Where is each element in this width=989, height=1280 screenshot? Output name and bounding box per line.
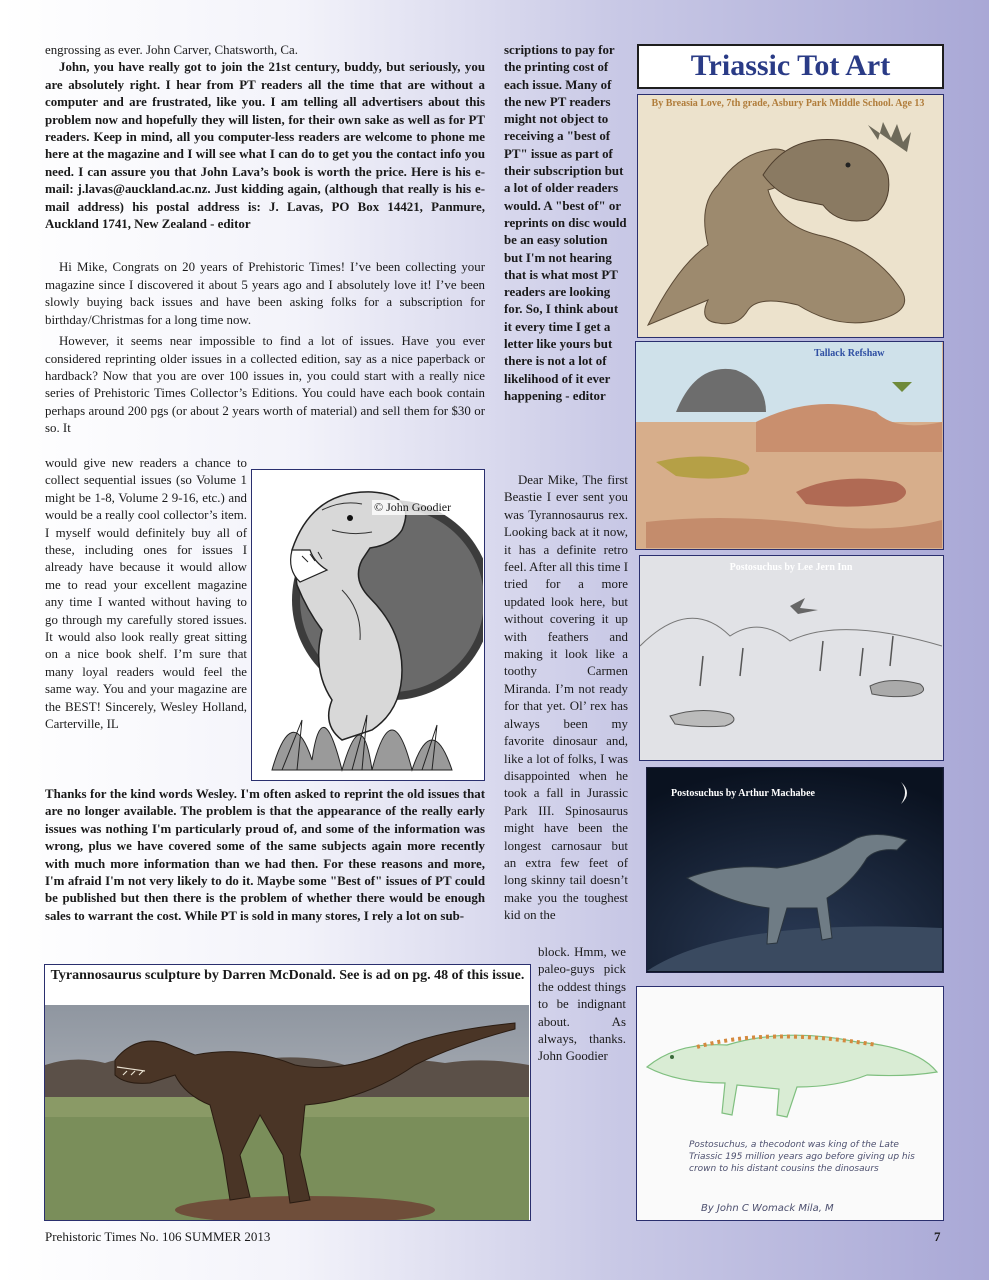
triassic-tot-art-title-box [637, 44, 944, 89]
editor-reply-2-continued: scriptions to pay for the printing cost of each issue. Many of the new PT readers might not object to receiving a "best of PT" issue as part of their subscription but a lot of older readers would. A "best of" or reprints on disc would be an easy solution but I'm not hearing that is what most PT readers are looking for. So, I think about it every time I get a letter like yours but there is not a lot of likelihood of it ever happening - editor [504, 43, 627, 403]
letter-signoff: engrossing as ever. John Carver, Chatsworth, Ca. [45, 43, 298, 57]
art-breasia-love [637, 94, 944, 338]
art-womack-note: Postosuchus, a thecodont was king of the Late Triassic 195 million years ago before giving up his crown to his distant cousins the dinosaurs [689, 1140, 915, 1174]
sidebar-title: Triassic Tot Art [690, 49, 891, 82]
letter-holland-p2-continued: would give new readers a chance to collect sequential issues (so Volume 1 might be 1-8, Volume 2 9-16, etc.) and would be a really cool collector’s item. I myself would definitely buy all of these, including ones for issues I already have because it would allow me to read your excellent magazine any time I wanted without having to go through my carefully stored issues. It would also look really great sitting on a nice book shelf. I’m sure that many loyal readers would feel the same way. You and your magazine are the BEST! Sincerely, Wesley Holland, Carterville, IL [45, 456, 247, 732]
art-lee-jern-inn-drawing [640, 556, 942, 759]
footer-issue-info: Prehistoric Times No. 106 SUMMER 2013 [45, 1229, 271, 1244]
art-womack-signature: By John C Womack Mila, M [701, 1203, 834, 1214]
art-machabee-caption: Postosuchus by Arthur Machabee [671, 788, 815, 799]
editor-reply-2: Thanks for the kind words Wesley. I'm often asked to reprint the old issues that are no longer available. The problem is that the appearance of the really early issues was nothing I'm particularly proud of, and some of the information was wrong, plus we have covered some of the same subjects again more recently with much more information than we had then. For these reasons and more, I'm afraid I'm not very likely to do it. Maybe some "Best of" issues of PT could be published but then there is the problem of whether there would be enough sales to warrant the cost. While PT is sold in many stores, I rely a lot on sub- [45, 787, 485, 923]
left-article-column [45, 42, 485, 438]
letter-holland-p1: Hi Mike, Congrats on 20 years of Prehistoric Times! I’ve been collecting your magazine since I discovered it about 5 years ago and I absolutely love it! I’ve been slowly buying back issues and have been asking folks for a subscription for birthday/Christmas for a long time now. [45, 260, 485, 327]
art-tallack-drawing [636, 342, 942, 548]
middle-article-column [504, 42, 628, 405]
art-lee-jern-inn [639, 555, 944, 761]
letter-holland-p2: However, it seems near impossible to find a lot of issues. Have you ever considered reprinting older issues in a collected edition, say as a nice paperback or hardback? Now that you are over 100 issues in, you could start with a really nice series of Prehistoric Times Collector’s Editions. You could have each book contain perhaps around 200 pgs (or about 2 years worth of material) and sell them for $30 or so. It [45, 334, 485, 436]
art-tallack-refshaw [635, 341, 944, 550]
art-breasia-caption: By Breasia Love, 7th grade, Asbury Park Middle School. Age 13 [651, 98, 925, 109]
editor-reply-1: John, you have really got to join the 21st century, buddy, but seriously, you are absolutely right. I hear from PT readers all the time that are without a computer and are frustrated, like you. I am telling all advertisers about this problem now and hopefully they will listen, for their own sake as well as for PT readers. Keep in mind, all you computer-less readers are welcome to phone me here at the magazine and I will see what I can do to get you the contact info you need. I can assure you that John Lava’s book is worth the price. Here is his e-mail: j.lavas@auckland.ac.nz. Just kidding again, (although that really is his e-mail address) his postal address is: J. Lavas, PO Box 14421, Panmure, Auckland 1741, New Zealand - editor [45, 60, 485, 232]
letter-goodier [504, 472, 628, 925]
art-john-womack [636, 986, 944, 1221]
art-breasia-love-drawing [638, 95, 942, 336]
sculpture-photo [45, 1005, 529, 1221]
art-womack-drawing [637, 987, 942, 1137]
goodier-credit: © John Goodier [374, 500, 452, 514]
goodier-trex-illustration [251, 469, 485, 781]
art-tallack-caption: Tallack Refshaw [814, 348, 885, 359]
letter-goodier-body: Dear Mike, The first Beastie I ever sent you was Tyrannosaurus rex. Looking back at it now, it has a definite retro feel. After all this time I tried for a more updated look here, but without covering it up with feathers and making it look like a toothy Carmen Miranda. I’m not ready for that yet. Ol’ rex has always been my favorite dinosaur and, like a lot of folks, I was disappointed when he took a fall in Jurassic Park III. Spinosaurus might have been the longest carnosaur but an extra few feet of long skinny tail doesn’t make you the toughest kid on the [504, 473, 628, 923]
sculpture-photo-box [44, 964, 531, 1221]
art-lee-jern-caption: Postosuchus by Lee Jern Inn [729, 562, 853, 573]
sculpture-caption: Tyrannosaurus sculpture by Darren McDonald. See is ad on pg. 48 of this issue. [50, 968, 525, 983]
art-arthur-machabee [646, 767, 944, 973]
trex-sketch-graphic [252, 470, 483, 779]
page-number: 7 [934, 1229, 941, 1244]
letter-goodier-end: block. Hmm, we paleo-guys pick the oddest things to be indignant about. As always, thanks. John Goodier [538, 945, 626, 1064]
